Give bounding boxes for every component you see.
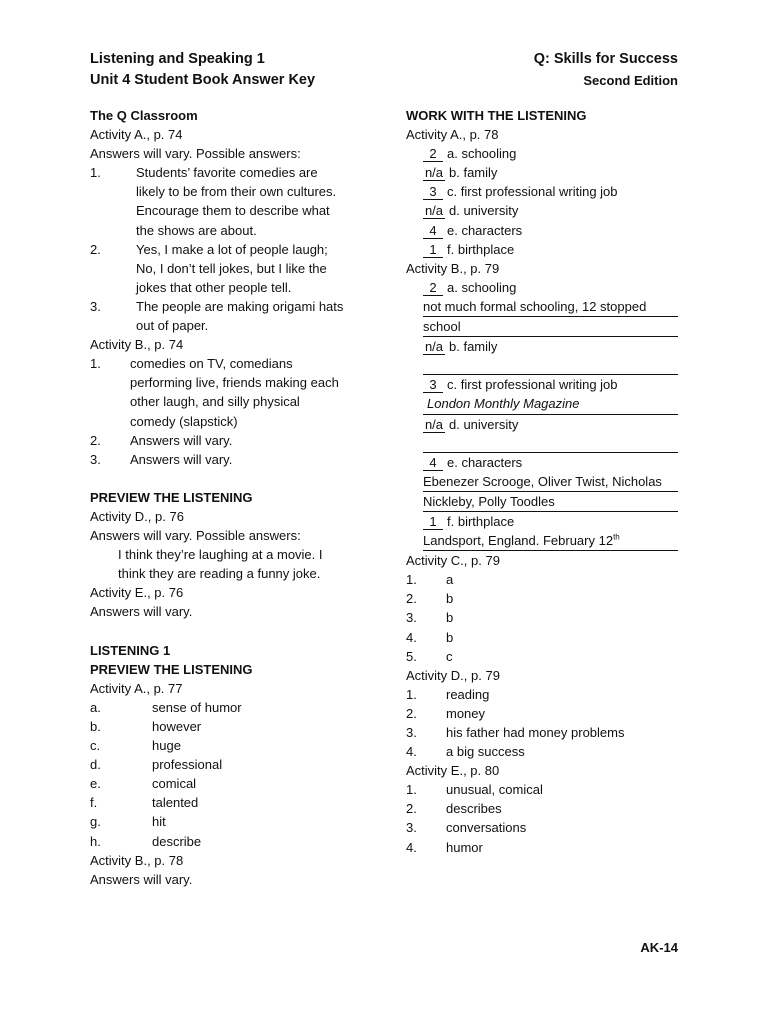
brand-title: Q: Skills for Success — [533, 51, 678, 67]
answer-label: a. schooling — [447, 146, 517, 162]
item-text: Yes, I make a lot of people laugh; — [136, 241, 328, 257]
item-text: comical — [152, 776, 197, 792]
list-item — [406, 608, 678, 627]
answer-label: b. family — [449, 339, 498, 355]
answer-label: c. first professional writing job — [447, 377, 618, 393]
answer-line-empty — [423, 356, 678, 375]
list-item — [406, 723, 678, 742]
item-letter: h. — [90, 833, 101, 849]
answer-label: b. family — [449, 165, 498, 181]
list-item — [90, 736, 375, 755]
list-item — [406, 780, 678, 799]
document-header-right — [534, 49, 678, 91]
answer-blank: n/a — [424, 165, 444, 181]
activity-label: Activity A., p. 77 — [90, 680, 183, 696]
item-text: comedies on TV, comedians — [130, 356, 293, 372]
answer-blank: 1 — [423, 514, 443, 530]
answer-blank: 2 — [423, 146, 443, 162]
item-letter: g. — [90, 814, 101, 830]
item-text: b — [446, 591, 454, 607]
activity-label: Activity C., p. 79 — [406, 553, 500, 569]
answer-text: Answers will vary. — [90, 871, 193, 887]
answer-blank: 1 — [423, 242, 443, 258]
answer-line: London Monthly Magazine — [423, 394, 678, 414]
item-number: 1. — [90, 356, 101, 372]
item-text: Students’ favorite comedies are — [136, 165, 318, 181]
answer-label: f. birthplace — [447, 241, 515, 257]
section-heading: LISTENING 1 — [90, 642, 171, 658]
list-item — [90, 163, 375, 239]
answer-row — [406, 221, 678, 240]
item-text: conversations — [446, 820, 527, 836]
answer-blank: n/a — [424, 416, 444, 432]
answer-row — [406, 278, 678, 297]
item-text: money — [446, 705, 486, 721]
item-number: 2. — [406, 705, 417, 721]
item-text: comedy (slapstick) — [130, 413, 238, 429]
item-number: 2. — [90, 241, 101, 257]
item-number: 5. — [406, 648, 417, 664]
spacer — [90, 622, 375, 641]
answer-label: c. first professional writing job — [447, 184, 618, 200]
document-title: Listening and Speaking 1 — [90, 51, 265, 67]
activity-label: Activity E., p. 80 — [406, 763, 500, 779]
list-item — [90, 354, 375, 430]
answer-label: a. schooling — [447, 279, 517, 295]
answer-line: Nickleby, Polly Toodles — [423, 492, 678, 512]
list-item — [406, 704, 678, 723]
lettered-list — [90, 698, 375, 851]
item-number: 3. — [406, 820, 417, 836]
page-number: AK-14 — [640, 940, 678, 955]
item-number: 1. — [406, 782, 417, 798]
item-text: Answers will vary. — [130, 451, 233, 467]
answer-label: d. university — [449, 203, 519, 219]
answer-text: I think they’re laughing at a movie. I — [118, 547, 323, 563]
item-letter: a. — [90, 699, 101, 715]
answer-row — [406, 163, 678, 182]
answer-text: Answers will vary. — [90, 604, 193, 620]
list-item — [90, 774, 375, 793]
answer-label: d. university — [449, 416, 519, 432]
list-item — [406, 818, 678, 837]
answer-blank: n/a — [424, 339, 444, 355]
list-item — [90, 450, 375, 469]
section-heading: The Q Classroom — [90, 108, 198, 123]
item-text: however — [152, 719, 202, 734]
list-item — [90, 793, 375, 812]
answer-line — [423, 531, 678, 551]
item-text: jokes that other people tell. — [136, 279, 292, 295]
numbered-list — [406, 570, 678, 665]
list-item — [406, 628, 678, 647]
item-text: b — [446, 629, 454, 645]
section-heading: PREVIEW THE LISTENING — [90, 661, 253, 677]
item-letter: b. — [90, 719, 101, 734]
activity-label: Activity B., p. 74 — [90, 337, 184, 353]
list-item — [406, 685, 678, 704]
answer-blank: 3 — [423, 184, 443, 200]
item-number: 2. — [406, 591, 417, 607]
answer-row — [406, 144, 678, 163]
answer-line: not much formal schooling, 12 stopped — [423, 297, 678, 317]
item-letter: d. — [90, 757, 101, 773]
item-number: 1. — [90, 165, 101, 181]
item-number: 2. — [406, 801, 417, 817]
item-text: professional — [152, 757, 223, 773]
answer-row — [406, 201, 678, 220]
list-item — [406, 799, 678, 818]
numbered-list — [406, 685, 678, 761]
list-item — [90, 297, 375, 335]
answer-line: Ebenezer Scrooge, Oliver Twist, Nicholas — [423, 472, 678, 492]
item-text: c — [446, 648, 453, 664]
item-text: describe — [152, 833, 202, 849]
left-column — [90, 106, 375, 889]
answer-line-empty — [423, 434, 678, 453]
item-number: 3. — [406, 725, 417, 740]
list-item — [406, 570, 678, 589]
activity-label: Activity A., p. 78 — [406, 127, 499, 143]
answer-blank: 4 — [423, 455, 443, 471]
item-number: 2. — [90, 432, 101, 448]
activity-label: Activity D., p. 76 — [90, 508, 184, 524]
document-header-left — [90, 49, 315, 91]
item-text: likely to be from their own cultures. — [136, 184, 337, 200]
answer-row — [406, 375, 678, 394]
answer-blank: n/a — [424, 203, 444, 219]
item-letter: c. — [90, 738, 101, 754]
item-text: the shows are about. — [136, 222, 257, 238]
item-text: No, I don’t tell jokes, but I like the — [136, 260, 327, 276]
spacer — [90, 469, 375, 488]
item-text: hit — [152, 814, 166, 830]
item-text: sense of humor — [152, 699, 242, 715]
list-item — [90, 755, 375, 774]
answer-label: e. characters — [447, 222, 523, 238]
list-item — [90, 431, 375, 450]
activity-label: Activity A., p. 74 — [90, 127, 183, 143]
item-text: out of paper. — [136, 318, 209, 334]
answer-text: think they are reading a funny joke. — [118, 566, 321, 582]
item-text: huge — [152, 738, 181, 754]
answer-label: f. birthplace — [447, 513, 515, 529]
list-item — [90, 698, 375, 717]
intro-text: Answers will vary. Possible answers: — [90, 146, 301, 162]
list-item — [406, 589, 678, 608]
item-text: b — [446, 610, 454, 626]
list-item — [406, 838, 678, 857]
item-text: humor — [446, 839, 483, 855]
document-subtitle: Unit 4 Student Book Answer Key — [90, 72, 316, 88]
item-text: describes — [446, 801, 502, 817]
item-number: 4. — [406, 629, 417, 645]
item-text: his father had money problems — [446, 725, 625, 740]
activity-label: Activity D., p. 79 — [406, 667, 500, 683]
item-number: 4. — [406, 839, 417, 855]
item-text: Encourage them to describe what — [136, 203, 330, 219]
activity-label: Activity E., p. 76 — [90, 585, 184, 601]
list-item — [90, 812, 375, 831]
item-text: performing live, friends making each — [130, 375, 339, 391]
numbered-list — [90, 354, 375, 469]
ordinal-suffix: th — [613, 532, 620, 542]
item-text: other laugh, and silly physical — [130, 394, 300, 410]
activity-label: Activity B., p. 79 — [406, 260, 500, 276]
intro-text: Answers will vary. Possible answers: — [90, 528, 301, 544]
answer-blank: 4 — [423, 223, 443, 239]
item-text: reading — [446, 686, 490, 702]
list-item — [406, 742, 678, 761]
item-text: talented — [152, 795, 199, 811]
list-item — [406, 647, 678, 666]
item-letter: e. — [90, 776, 101, 792]
item-text: a — [446, 572, 454, 588]
section-heading: WORK WITH THE LISTENING — [406, 108, 587, 123]
answer-row — [406, 337, 678, 356]
answer-row — [406, 240, 678, 259]
answer-blank: 2 — [423, 280, 443, 296]
item-text: a big success — [446, 744, 525, 760]
answer-line: school — [423, 317, 678, 337]
item-letter: f. — [90, 795, 98, 811]
list-item — [90, 832, 375, 851]
answer-label: e. characters — [447, 454, 523, 470]
right-column — [406, 106, 678, 857]
item-text: Answers will vary. — [130, 432, 233, 448]
answer-blank: 3 — [423, 377, 443, 393]
item-number: 3. — [90, 298, 101, 314]
item-number: 1. — [406, 572, 417, 588]
answer-row — [406, 453, 678, 472]
item-text: The people are making origami hats — [136, 298, 344, 314]
activity-label: Activity B., p. 78 — [90, 852, 184, 868]
answer-row — [406, 415, 678, 434]
answer-row — [406, 512, 678, 531]
answer-line-text: Landsport, England. February 12 — [423, 533, 614, 549]
item-number: 3. — [406, 610, 417, 626]
item-number: 3. — [90, 451, 101, 467]
answer-row — [406, 182, 678, 201]
item-text: unusual, comical — [446, 782, 543, 798]
numbered-list — [90, 163, 375, 335]
list-item — [90, 240, 375, 297]
section-heading: PREVIEW THE LISTENING — [90, 489, 253, 505]
list-item — [90, 717, 375, 736]
item-number: 4. — [406, 744, 417, 760]
item-number: 1. — [406, 686, 417, 702]
numbered-list — [406, 780, 678, 856]
edition-label: Second Edition — [583, 73, 678, 88]
